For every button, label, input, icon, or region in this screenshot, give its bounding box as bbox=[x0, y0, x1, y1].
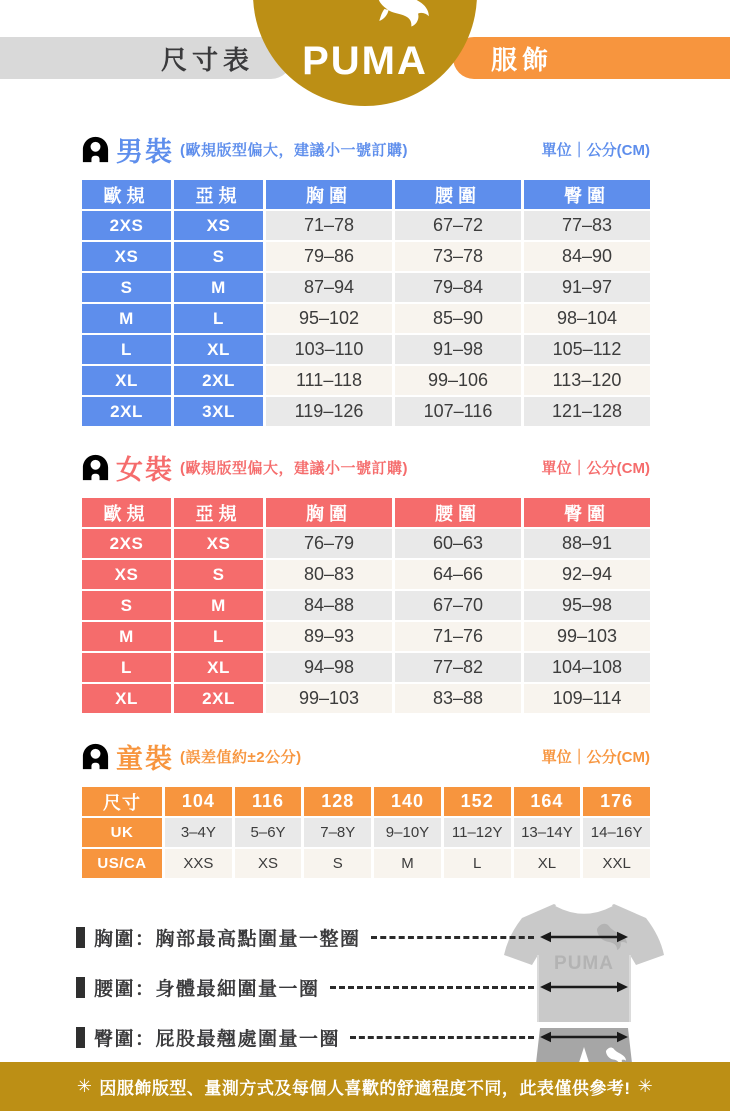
size-label-cell: M bbox=[174, 591, 263, 620]
size-label-cell: XS bbox=[174, 529, 263, 558]
column-header: 臀圍 bbox=[524, 180, 650, 209]
size-label-cell: 2XS bbox=[82, 211, 171, 240]
measurement-cell: 84–88 bbox=[266, 591, 392, 620]
measurement-notes bbox=[82, 902, 650, 1086]
column-header: 胸圍 bbox=[266, 180, 392, 209]
measurement-cell: 83–88 bbox=[395, 684, 521, 713]
column-header: 腰圍 bbox=[395, 180, 521, 209]
measurement-cell: 103–110 bbox=[266, 335, 392, 364]
measurement-cell: 107–116 bbox=[395, 397, 521, 426]
column-header: 128 bbox=[304, 787, 371, 816]
unit-label: 單位｜公分(CM) bbox=[541, 749, 650, 766]
footer-note bbox=[0, 1062, 730, 1111]
note-marker-icon bbox=[76, 977, 85, 998]
measurement-cell: XS bbox=[235, 849, 302, 878]
measurement-cell: 99–103 bbox=[524, 622, 650, 651]
puma-badge bbox=[253, 0, 477, 106]
size-label-cell: XS bbox=[82, 560, 171, 589]
measurement-cell: 91–97 bbox=[524, 273, 650, 302]
column-header: 亞規 bbox=[174, 180, 263, 209]
size-label-cell: XL bbox=[174, 335, 263, 364]
column-header: 腰圍 bbox=[395, 498, 521, 527]
dashed-leader-line bbox=[330, 986, 534, 989]
mens-section-head bbox=[82, 130, 650, 169]
size-label-cell: S bbox=[174, 242, 263, 271]
column-header: 歐規 bbox=[82, 498, 171, 527]
womens-size-table bbox=[82, 498, 650, 713]
size-label-cell: 2XL bbox=[174, 684, 263, 713]
measurement-cell: 94–98 bbox=[266, 653, 392, 682]
measurement-cell: 79–84 bbox=[395, 273, 521, 302]
measurement-cell: 84–90 bbox=[524, 242, 650, 271]
measurement-cell: 7–8Y bbox=[304, 818, 371, 847]
measurement-cell: 71–78 bbox=[266, 211, 392, 240]
size-label-cell: L bbox=[82, 653, 171, 682]
measurement-cell: 3–4Y bbox=[165, 818, 232, 847]
measurement-cell: 109–114 bbox=[524, 684, 650, 713]
measurement-cell: 121–128 bbox=[524, 397, 650, 426]
size-label-cell: 2XS bbox=[82, 529, 171, 558]
column-header: 152 bbox=[444, 787, 511, 816]
size-label-cell: US/CA bbox=[82, 849, 162, 878]
measurement-cell: 105–112 bbox=[524, 335, 650, 364]
measurement-cell: 89–93 bbox=[266, 622, 392, 651]
column-header: 亞規 bbox=[174, 498, 263, 527]
size-chart-tab bbox=[0, 37, 292, 79]
measurement-cell: 85–90 bbox=[395, 304, 521, 333]
size-label-cell: L bbox=[174, 622, 263, 651]
apparel-tab-label: 服飾 bbox=[491, 44, 554, 75]
column-header: 116 bbox=[235, 787, 302, 816]
column-header: 胸圍 bbox=[266, 498, 392, 527]
puma-wordmark: PUMA bbox=[302, 39, 428, 83]
note-marker-icon bbox=[76, 1027, 85, 1048]
measurement-cell: 76–79 bbox=[266, 529, 392, 558]
womens-section-head bbox=[82, 448, 650, 487]
size-label-cell: 3XL bbox=[174, 397, 263, 426]
dashed-leader-line bbox=[371, 936, 534, 939]
measurement-cell: XXS bbox=[165, 849, 232, 878]
size-label-cell: S bbox=[82, 591, 171, 620]
measurement-cell: 95–98 bbox=[524, 591, 650, 620]
measurement-cell: 99–103 bbox=[266, 684, 392, 713]
measurement-cell: 99–106 bbox=[395, 366, 521, 395]
section-title: 女裝 bbox=[116, 455, 174, 485]
chest-wordmark: PUMA bbox=[554, 953, 614, 974]
womens-size-section bbox=[82, 448, 650, 713]
column-header: 140 bbox=[374, 787, 441, 816]
measurement-cell: 77–82 bbox=[395, 653, 521, 682]
measurement-cell: 73–78 bbox=[395, 242, 521, 271]
measurement-cell: 104–108 bbox=[524, 653, 650, 682]
measurement-cell: 80–83 bbox=[266, 560, 392, 589]
size-label-cell: L bbox=[174, 304, 263, 333]
measurement-cell: 14–16Y bbox=[583, 818, 650, 847]
chest-note-row bbox=[76, 922, 534, 952]
kids-section-head bbox=[82, 737, 650, 776]
burst-icon: ✳ bbox=[637, 1076, 654, 1096]
size-label-cell: XS bbox=[174, 211, 263, 240]
measurement-cell: 111–118 bbox=[266, 366, 392, 395]
measurement-cell: 67–72 bbox=[395, 211, 521, 240]
column-header: 176 bbox=[583, 787, 650, 816]
mens-size-section bbox=[82, 130, 650, 426]
measurement-cell: 13–14Y bbox=[514, 818, 581, 847]
section-subtitle: (歐規版型偏大，建議小一號訂購) bbox=[180, 460, 408, 477]
unit-label: 單位｜公分(CM) bbox=[541, 460, 650, 477]
measurement-cell: 88–91 bbox=[524, 529, 650, 558]
waist-note-row bbox=[76, 972, 534, 1002]
hip-note-row bbox=[76, 1022, 534, 1052]
measurement-cell: 71–76 bbox=[395, 622, 521, 651]
size-label-cell: M bbox=[174, 273, 263, 302]
size-label-cell: XL bbox=[82, 684, 171, 713]
measurement-cell: 64–66 bbox=[395, 560, 521, 589]
measurement-cell: L bbox=[444, 849, 511, 878]
measurement-cell: 60–63 bbox=[395, 529, 521, 558]
size-label-cell: 2XL bbox=[82, 397, 171, 426]
measurement-cell: 5–6Y bbox=[235, 818, 302, 847]
size-label-cell: M bbox=[82, 304, 171, 333]
measurement-cell: S bbox=[304, 849, 371, 878]
person-icon bbox=[82, 136, 109, 163]
footer-note-text: 因服飾版型、量測方式及每個人喜歡的舒適程度不同，此表僅供參考! bbox=[99, 1079, 631, 1098]
size-label-cell: S bbox=[174, 560, 263, 589]
size-label-cell: XL bbox=[82, 366, 171, 395]
column-header: 臀圍 bbox=[524, 498, 650, 527]
size-label-cell: M bbox=[82, 622, 171, 651]
waist-note-text: 腰圍：身體最細圍量一圈 bbox=[94, 978, 320, 1000]
size-label-cell: XS bbox=[82, 242, 171, 271]
dashed-leader-line bbox=[350, 1036, 534, 1039]
measurement-cell: 119–126 bbox=[266, 397, 392, 426]
measurement-cell: 92–94 bbox=[524, 560, 650, 589]
person-icon bbox=[82, 454, 109, 481]
note-marker-icon bbox=[76, 927, 85, 948]
person-icon bbox=[82, 743, 109, 770]
size-label-cell: S bbox=[82, 273, 171, 302]
section-subtitle: (誤差值約±2公分) bbox=[180, 749, 302, 766]
measurement-cell: 67–70 bbox=[395, 591, 521, 620]
size-label-cell: L bbox=[82, 335, 171, 364]
column-header: 104 bbox=[165, 787, 232, 816]
measurement-cell: 91–98 bbox=[395, 335, 521, 364]
size-label-cell: UK bbox=[82, 818, 162, 847]
chest-note-text: 胸圍：胸部最高點圍量一整圈 bbox=[94, 928, 361, 950]
column-header: 尺寸 bbox=[82, 787, 162, 816]
mens-size-table bbox=[82, 180, 650, 426]
puma-cat-icon bbox=[371, 0, 433, 30]
measurement-cell: 98–104 bbox=[524, 304, 650, 333]
size-chart-tab-label: 尺寸表 bbox=[160, 44, 254, 75]
measurement-cell: M bbox=[374, 849, 441, 878]
measurement-cell: 11–12Y bbox=[444, 818, 511, 847]
measurement-cell: 77–83 bbox=[524, 211, 650, 240]
section-title: 童裝 bbox=[116, 744, 174, 774]
burst-icon: ✳ bbox=[76, 1076, 93, 1096]
measurement-cell: 113–120 bbox=[524, 366, 650, 395]
unit-label: 單位｜公分(CM) bbox=[541, 142, 650, 159]
column-header: 歐規 bbox=[82, 180, 171, 209]
size-label-cell: 2XL bbox=[174, 366, 263, 395]
measurement-cell: 79–86 bbox=[266, 242, 392, 271]
kids-size-section bbox=[82, 737, 650, 878]
column-header: 164 bbox=[514, 787, 581, 816]
kids-size-table bbox=[82, 787, 650, 878]
apparel-tab bbox=[453, 37, 730, 79]
section-subtitle: (歐規版型偏大，建議小一號訂購) bbox=[180, 142, 408, 159]
content bbox=[0, 130, 730, 1086]
measurement-cell: XL bbox=[514, 849, 581, 878]
measurement-cell: 9–10Y bbox=[374, 818, 441, 847]
hip-note-text: 臀圍：屁股最翹處圍量一圈 bbox=[94, 1028, 341, 1050]
size-label-cell: XL bbox=[174, 653, 263, 682]
measurement-cell: 95–102 bbox=[266, 304, 392, 333]
section-title: 男裝 bbox=[116, 137, 174, 167]
measurement-cell: XXL bbox=[583, 849, 650, 878]
top-banner bbox=[0, 0, 730, 112]
measurement-cell: 87–94 bbox=[266, 273, 392, 302]
